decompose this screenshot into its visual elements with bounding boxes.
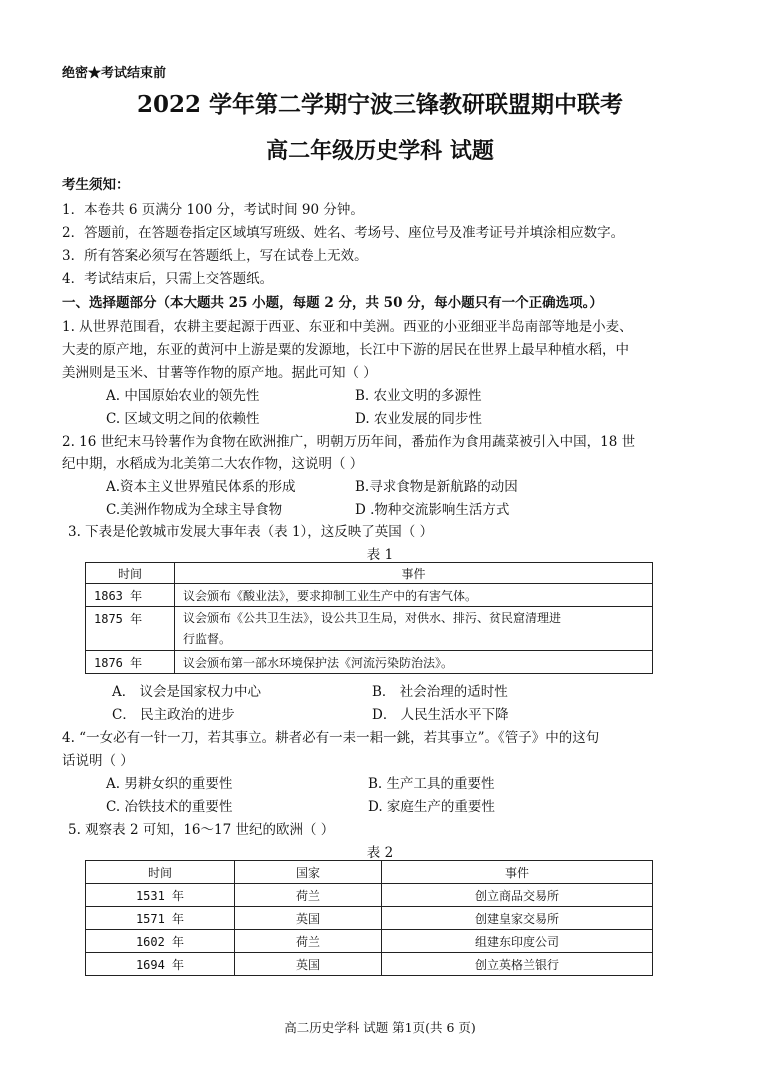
- q4-option-d[interactable]: D. 家庭生产的重要性: [368, 799, 495, 815]
- table-cell: 1876 年: [86, 651, 175, 674]
- table-row: [86, 651, 653, 674]
- table-cell: 创立商品交易所: [382, 884, 653, 907]
- confidential-mark: 绝密★考试结束前: [62, 66, 167, 81]
- exam-subtitle: 高二年级历史学科 试题: [266, 138, 494, 164]
- q1-option-d[interactable]: D. 农业发展的同步性: [355, 411, 482, 427]
- table-1: [85, 562, 653, 674]
- q4-option-c[interactable]: C. 冶铁技术的重要性: [106, 799, 233, 815]
- table-cell: 1694 年: [86, 953, 235, 976]
- table-cell: 1875 年: [86, 607, 175, 651]
- table-row: [86, 584, 653, 607]
- q1-option-c[interactable]: C. 区域文明之间的依赖性: [106, 411, 260, 427]
- table-cell: 1863 年: [86, 584, 175, 607]
- q4-line-1: 4. “一女必有一针一刀，若其事立。耕者必有一耒一耜一銚，若其事立”。《管子》中的这句: [62, 730, 600, 746]
- q3-option-d[interactable]: D． 人民生活水平下降: [372, 707, 509, 723]
- q5-line: 5. 观察表 2 可知，16～17 世纪的欧洲（ ）: [68, 822, 335, 838]
- q2-option-d[interactable]: D .物种交流影响生活方式: [355, 502, 510, 518]
- table-cell: 1571 年: [86, 907, 235, 930]
- table-header-cell: 时间: [86, 563, 175, 584]
- table-row: [86, 907, 653, 930]
- q3-option-c[interactable]: C． 民主政治的进步: [112, 707, 235, 723]
- table-cell: 创立英格兰银行: [382, 953, 653, 976]
- table-row: [86, 953, 653, 976]
- q2-line-1: 2. 16 世纪末马铃薯作为食物在欧洲推广，明朝万历年间，番茄作为食用蔬菜被引入中国，18 世: [62, 434, 636, 450]
- table-cell: 1602 年: [86, 930, 235, 953]
- q2-line-2: 纪中期，水稻成为北美第二大农作物，这说明（ ）: [62, 456, 364, 472]
- table-cell: 英国: [235, 953, 382, 976]
- q4-line-2: 话说明（ ）: [62, 753, 134, 769]
- table-header-cell: 事件: [382, 861, 653, 884]
- table-cell: 1531 年: [86, 884, 235, 907]
- table-cell: 议会颁布《酸业法》，要求抑制工业生产中的有害气体。: [175, 584, 653, 607]
- table-2-caption: 表 2: [366, 845, 394, 861]
- q1-line-2: 大麦的原产地，东亚的黄河中上游是粟的发源地，长江中下游的居民在世界上最早种植水稻，中: [62, 342, 629, 358]
- table-cell: 荷兰: [235, 884, 382, 907]
- q1-option-a[interactable]: A. 中国原始农业的领先性: [106, 388, 260, 404]
- section-title: 一、选择题部分（本大题共 25 小题，每题 2 分，共 50 分，每小题只有一个正确选项。）: [62, 295, 603, 311]
- table-cell: 创建皇家交易所: [382, 907, 653, 930]
- table-cell: 荷兰: [235, 930, 382, 953]
- notice-label: 考生须知：: [62, 177, 130, 193]
- table-header-cell: 国家: [235, 861, 382, 884]
- q3-line: 3. 下表是伦敦城市发展大事年表（表 1），这反映了英国（ ）: [68, 524, 434, 540]
- table-row: [86, 563, 653, 584]
- table-cell-line: 议会颁布《公共卫生法》，设公共卫生局，对供水、排污、贫民窟清理进: [183, 610, 562, 625]
- q2-option-c[interactable]: C.美洲作物成为全球主导食物: [106, 502, 283, 518]
- table-cell: 英国: [235, 907, 382, 930]
- q4-option-b[interactable]: B. 生产工具的重要性: [368, 776, 495, 792]
- notice-item-2: 2．答题前，在答题卷指定区域填写班级、姓名、考场号、座位号及准考证号并填涂相应数字。: [62, 225, 625, 241]
- table-row: [86, 930, 653, 953]
- notice-item-1: 1．本卷共 6 页满分 100 分，考试时间 90 分钟。: [62, 202, 364, 218]
- q1-line-3: 美洲则是玉米、甘薯等作物的原产地。据此可知（ ）: [62, 365, 377, 381]
- table-cell: 组建东印度公司: [382, 930, 653, 953]
- table-row: [86, 861, 653, 884]
- notice-item-4: 4．考试结束后，只需上交答题纸。: [62, 271, 274, 287]
- exam-title: 2022 学年第二学期宁波三锋教研联盟期中联考: [136, 91, 624, 118]
- table-cell-line: 行监督。: [183, 631, 232, 646]
- table-row: [86, 607, 653, 651]
- table-header-cell: 事件: [175, 563, 653, 584]
- table-cell: 议会颁布第一部水环境保护法《河流污染防治法》。: [175, 651, 653, 674]
- q3-option-a[interactable]: A． 议会是国家权力中心: [112, 684, 262, 700]
- notice-item-3: 3．所有答案必须写在答题纸上，写在试卷上无效。: [62, 248, 368, 264]
- q2-option-a[interactable]: A.资本主义世界殖民体系的形成: [106, 479, 296, 495]
- table-header-cell: 时间: [86, 861, 235, 884]
- table-row: [86, 884, 653, 907]
- q4-option-a[interactable]: A. 男耕女织的重要性: [106, 776, 233, 792]
- page-footer: 高二历史学科 试题 第1页(共 6 页): [284, 1020, 476, 1035]
- table-1-caption: 表 1: [366, 547, 394, 563]
- q2-option-b[interactable]: B.寻求食物是新航路的动因: [355, 479, 518, 495]
- q1-option-b[interactable]: B. 农业文明的多源性: [355, 388, 482, 404]
- table-cell: [175, 607, 653, 651]
- q3-option-b[interactable]: B． 社会治理的适时性: [372, 684, 508, 700]
- table-2: [85, 860, 653, 976]
- q1-line-1: 1. 从世界范围看，农耕主要起源于西亚、东亚和中美洲。西亚的小亚细亚半岛南部等地是小麦、: [62, 319, 633, 335]
